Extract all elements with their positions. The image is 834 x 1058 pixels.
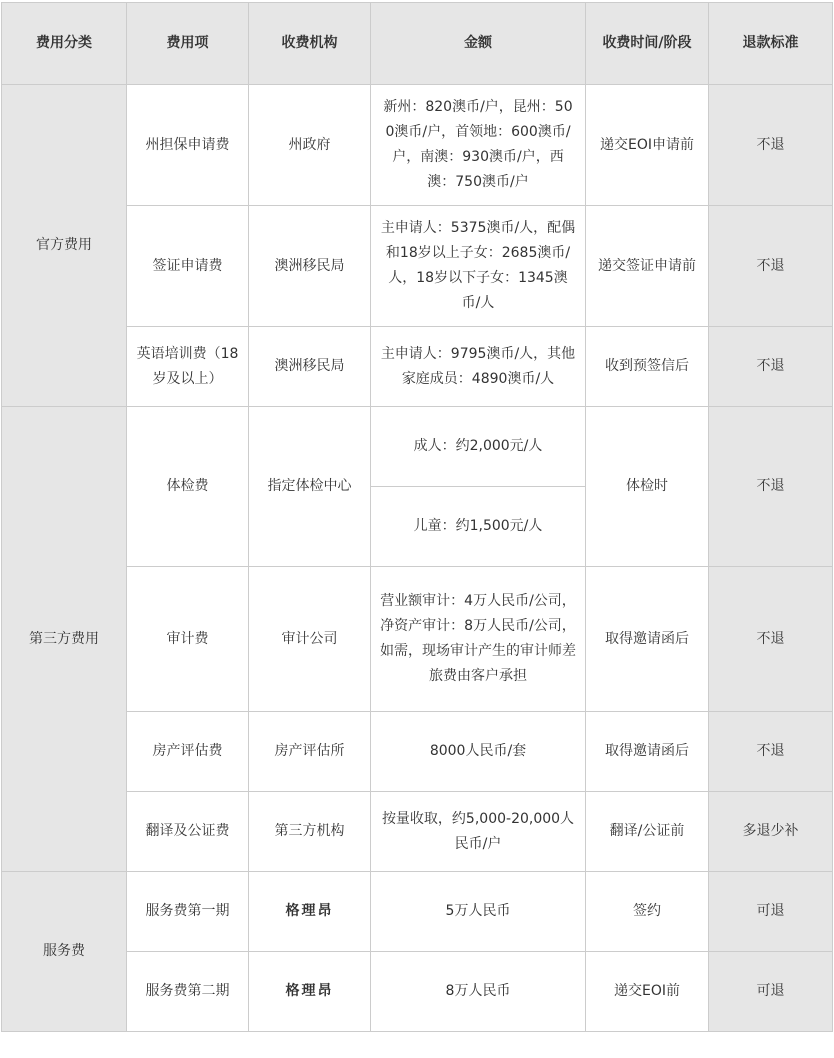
table-row — [2, 407, 833, 487]
refund-cell: 不退 — [709, 567, 833, 712]
item-cell: 翻译及公证费 — [127, 792, 249, 872]
refund-cell: 可退 — [709, 952, 833, 1032]
refund-cell: 不退 — [709, 327, 833, 407]
refund-cell: 多退少补 — [709, 792, 833, 872]
item-cell: 服务费第一期 — [127, 872, 249, 952]
table-row — [2, 327, 833, 407]
amount-cell: 主申请人：5375澳币/人，配偶和18岁以上子女：2685澳币/人，18岁以下子女：1345澳币/人 — [371, 206, 586, 327]
table-row — [2, 567, 833, 712]
item-cell: 审计费 — [127, 567, 249, 712]
header-agency: 收费机构 — [249, 3, 371, 85]
agency-cell: 州政府 — [249, 85, 371, 206]
table-row — [2, 792, 833, 872]
agency-cell: 澳洲移民局 — [249, 327, 371, 407]
agency-cell: 房产评估所 — [249, 712, 371, 792]
fee-table — [1, 2, 833, 1032]
refund-cell: 不退 — [709, 712, 833, 792]
timing-cell: 递交EOI前 — [586, 952, 709, 1032]
timing-cell: 收到预签信后 — [586, 327, 709, 407]
item-cell: 签证申请费 — [127, 206, 249, 327]
amount-cell: 主申请人：9795澳币/人，其他家庭成员：4890澳币/人 — [371, 327, 586, 407]
item-cell: 房产评估费 — [127, 712, 249, 792]
header-refund: 退款标准 — [709, 3, 833, 85]
category-cell-service: 服务费 — [2, 872, 127, 1032]
timing-cell: 递交签证申请前 — [586, 206, 709, 327]
amount-cell: 5万人民币 — [371, 872, 586, 952]
table-row — [2, 712, 833, 792]
timing-cell: 体检时 — [586, 407, 709, 567]
table-row — [2, 872, 833, 952]
refund-cell: 可退 — [709, 872, 833, 952]
agency-cell: 澳洲移民局 — [249, 206, 371, 327]
amount-cell: 8000人民币/套 — [371, 712, 586, 792]
refund-cell: 不退 — [709, 206, 833, 327]
header-category: 费用分类 — [2, 3, 127, 85]
timing-cell: 取得邀请函后 — [586, 712, 709, 792]
item-cell: 服务费第二期 — [127, 952, 249, 1032]
table-row — [2, 206, 833, 327]
agency-cell: 格理昂 — [249, 872, 371, 952]
refund-cell: 不退 — [709, 85, 833, 206]
category-cell-official: 官方费用 — [2, 85, 127, 407]
category-cell-third-party: 第三方费用 — [2, 407, 127, 872]
agency-cell: 指定体检中心 — [249, 407, 371, 567]
amount-cell-adult: 成人：约2,000元/人 — [371, 407, 586, 487]
header-item: 费用项 — [127, 3, 249, 85]
agency-cell: 第三方机构 — [249, 792, 371, 872]
header-amount: 金额 — [371, 3, 586, 85]
header-timing: 收费时间/阶段 — [586, 3, 709, 85]
agency-cell: 格理昂 — [249, 952, 371, 1032]
refund-cell: 不退 — [709, 407, 833, 567]
amount-cell: 按量收取，约5,000-20,000人民币/户 — [371, 792, 586, 872]
amount-cell: 营业额审计：4万人民币/公司，净资产审计：8万人民币/公司，如需，现场审计产生的审计师差旅费由客户承担 — [371, 567, 586, 712]
table-row — [2, 85, 833, 206]
item-cell: 体检费 — [127, 407, 249, 567]
item-cell: 英语培训费（18岁及以上） — [127, 327, 249, 407]
amount-cell-child: 儿童：约1,500元/人 — [371, 487, 586, 567]
timing-cell: 取得邀请函后 — [586, 567, 709, 712]
timing-cell: 签约 — [586, 872, 709, 952]
amount-cell: 8万人民币 — [371, 952, 586, 1032]
agency-cell: 审计公司 — [249, 567, 371, 712]
table-row — [2, 952, 833, 1032]
timing-cell: 翻译/公证前 — [586, 792, 709, 872]
header-row — [2, 3, 833, 85]
item-cell: 州担保申请费 — [127, 85, 249, 206]
amount-cell: 新州：820澳币/户，昆州：500澳币/户，首领地：600澳币/户，南澳：930澳币/户，西澳：750澳币/户 — [371, 85, 586, 206]
timing-cell: 递交EOI申请前 — [586, 85, 709, 206]
